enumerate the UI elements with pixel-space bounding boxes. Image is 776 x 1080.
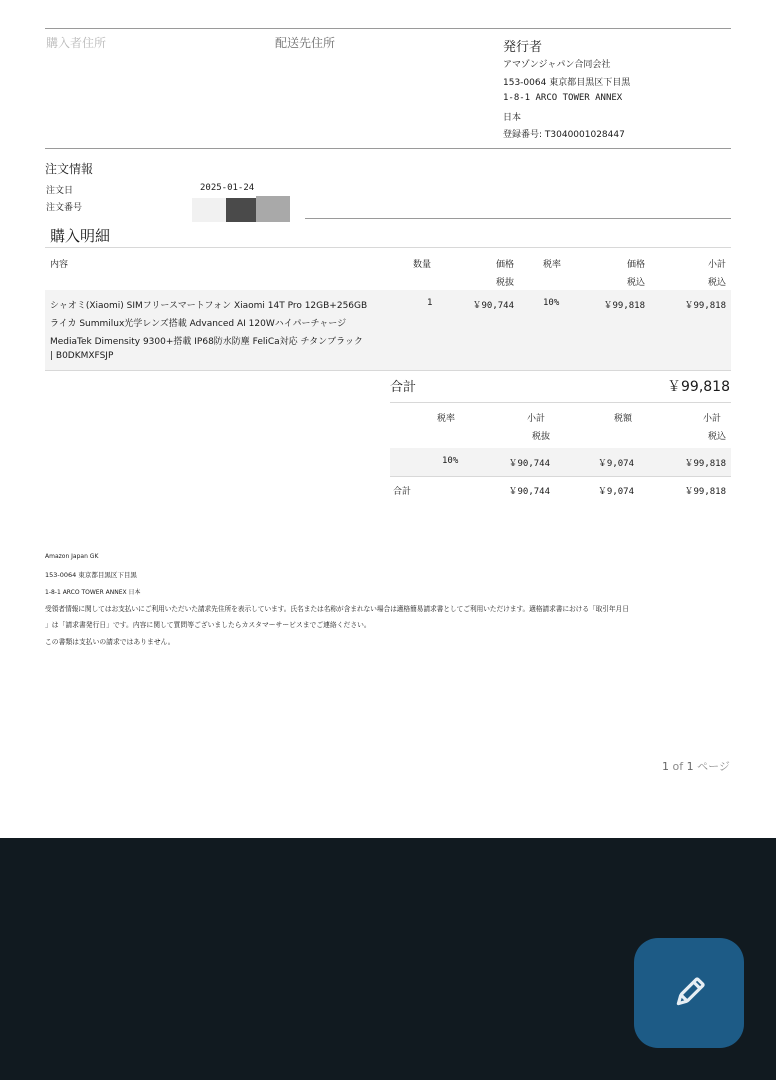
item-description-line: ライカ Summilux光学レンズ搭載 Advanced AI 120Wハイパーチャージ [50, 319, 347, 329]
registration-number: 登録番号: T3040001028447 [503, 130, 625, 140]
summary-row-subtotal-in: ￥99,818 [684, 459, 726, 469]
item-asin: | B0DKMXFSJP [50, 351, 114, 361]
issuer-line: アマゾンジャパン合同会社 [503, 60, 611, 70]
summary-col-tax-rate: 税率 [437, 414, 456, 424]
edit-button[interactable] [634, 938, 744, 1048]
col-header-subtotal-in: 小計 [707, 260, 726, 270]
summary-row-tax-rate: 10% [442, 456, 459, 466]
summary-total-row-label: 合計 [393, 487, 412, 497]
redaction-block [256, 196, 290, 222]
issuer-line: 1-8-1 ARCO TOWER ANNEX [503, 93, 623, 103]
summary-col-subtotal-ex: 小計 [526, 414, 545, 424]
item-subtotal-in: ￥99,818 [684, 301, 726, 311]
issuer-line: 日本 [503, 113, 522, 123]
page-current: 1 [662, 760, 669, 773]
summary-divider [390, 402, 731, 403]
pencil-icon [669, 973, 709, 1013]
details-title: 購入明細 [50, 227, 111, 245]
col-header-content: 内容 [50, 260, 69, 270]
order-info-title: 注文情報 [45, 162, 94, 176]
summary-total-value: ￥99,818 [667, 379, 730, 395]
details-title-divider [45, 247, 731, 248]
footer-line: 1-8-1 ARCO TOWER ANNEX 日本 [45, 589, 141, 596]
col-header-qty: 数量 [413, 260, 432, 270]
summary-total-row-tax-amount: ￥9,074 [597, 487, 634, 497]
issuer-label: 発行者 [503, 40, 543, 55]
issuer-line: 153-0064 東京都目黒区下目黒 [503, 78, 631, 88]
redaction-block [226, 198, 256, 222]
item-price-ex: ￥90,744 [472, 301, 514, 311]
item-row-divider [45, 370, 731, 371]
page-of: of [672, 760, 684, 773]
summary-row-divider [390, 476, 731, 477]
redaction-block [192, 198, 226, 222]
summary-total-label: 合計 [390, 380, 417, 395]
page-total: 1 [686, 760, 694, 773]
col-header-price-in: 価格 [626, 260, 645, 270]
footer-line: 受領者情報に関してはお支払いにご利用いただいた請求先住所を表示しています。氏名または名称が含まれない場合は適格簡易請求書としてご利用いただけます。適格請求書における「取引年月日 [45, 605, 629, 613]
footer-line: 153-0064 東京都目黒区下目黒 [45, 571, 137, 579]
shipping-address-label: 配送先住所 [275, 36, 336, 50]
footer-line: この書類は支払いの請求ではありません。 [45, 638, 175, 646]
buyer-address-label: 購入者住所 [46, 36, 107, 50]
footer-line: 」は「請求書発行日」です。内容に関して質問等ございましたらカスタマーサービスまでご連絡ください。 [45, 621, 371, 629]
summary-row-subtotal-ex: ￥90,744 [508, 459, 550, 469]
col-header-price-in-note: 税込 [626, 278, 645, 288]
col-header-price-ex-note: 税抜 [495, 278, 514, 288]
order-date-value: 2025-01-24 [200, 183, 255, 193]
top-divider [45, 28, 731, 29]
summary-col-tax-amount: 税額 [614, 414, 633, 424]
footer-line: Amazon Japan GK [45, 553, 99, 560]
item-price-in: ￥99,818 [603, 301, 645, 311]
summary-total-row-subtotal-ex: ￥90,744 [508, 487, 550, 497]
header-divider [45, 148, 731, 149]
summary-col-subtotal-ex-note: 税抜 [531, 432, 550, 442]
order-number-label: 注文番号 [46, 203, 83, 213]
page-suffix: ページ [697, 760, 730, 773]
col-header-price-ex: 価格 [495, 260, 514, 270]
item-description-line: シャオミ(Xiaomi) SIMフリースマートフォン Xiaomi 14T Pro 12GB+256GB [50, 301, 368, 311]
order-date-label: 注文日 [46, 186, 74, 196]
item-qty: 1 [427, 298, 433, 308]
summary-col-subtotal-in: 小計 [702, 414, 721, 424]
page-indicator [662, 758, 730, 774]
summary-row-tax-amount: ￥9,074 [597, 459, 634, 469]
order-info-divider [305, 218, 731, 219]
col-header-subtotal-in-note: 税込 [707, 278, 726, 288]
summary-total-row-subtotal-in: ￥99,818 [684, 487, 726, 497]
item-description-line: MediaTek Dimensity 9300+搭載 IP68防水防塵 FeliCa対応 チタンブラック [50, 337, 363, 347]
item-tax-rate: 10% [543, 298, 560, 308]
col-header-tax-rate: 税率 [543, 260, 562, 270]
summary-col-subtotal-in-note: 税込 [707, 432, 726, 442]
